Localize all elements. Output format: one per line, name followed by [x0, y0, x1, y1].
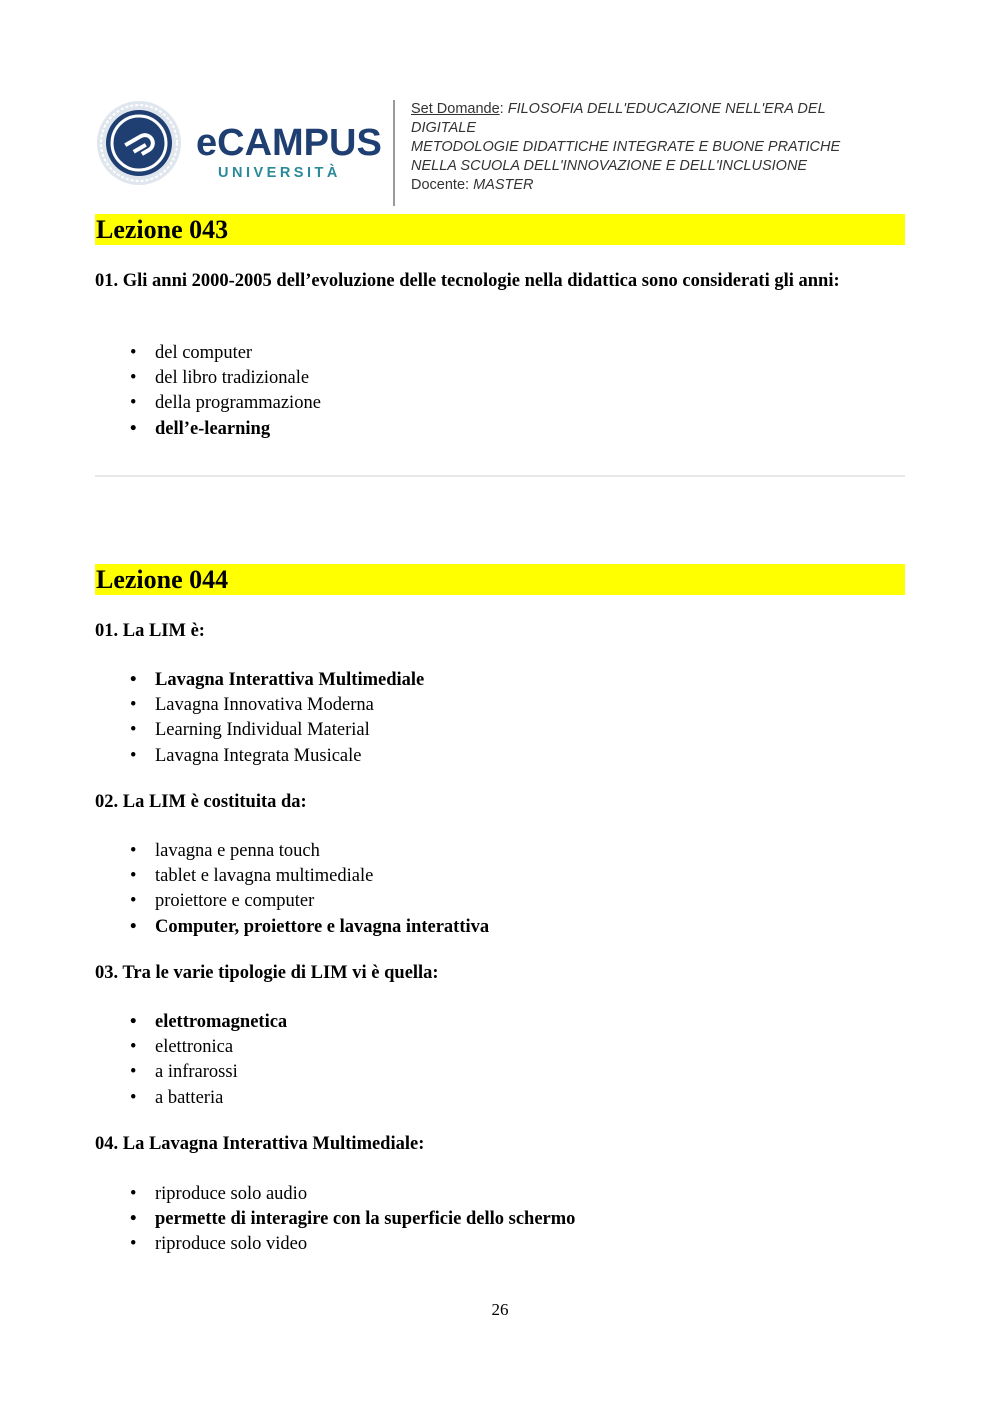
docente-line: Docente: MASTER — [411, 177, 534, 193]
logo-seal-inner-icon — [106, 110, 172, 176]
answer-item: • elettronica — [130, 1035, 287, 1060]
answer-item: • riproduce solo audio — [130, 1182, 575, 1207]
subtitle-2: NELLA SCUOLA DELL'INNOVAZIONE E DELL'INCLUSIONE — [411, 158, 808, 174]
subtitle-1: METODOLOGIE DIDATTICHE INTEGRATE E BUONE PRATICHE — [411, 139, 841, 155]
answer-item-correct: • Lavagna Interattiva Multimediale — [130, 668, 424, 693]
question-text: 03. Tra le varie tipologie di LIM vi è quella: — [95, 963, 439, 983]
set-title-1: FILOSOFIA DELL'EDUCAZIONE NELL'ERA DEL — [507, 101, 826, 117]
lesson-title: Lezione 044 — [96, 565, 229, 594]
set-title-2: DIGITALE — [411, 120, 476, 136]
answer-item: • Learning Individual Material — [130, 718, 424, 743]
answer-item: • della programmazione — [130, 391, 321, 416]
lesson-title: Lezione 043 — [96, 215, 229, 244]
answer-list — [130, 668, 424, 769]
answer-item: • Lavagna Innovativa Moderna — [130, 693, 424, 718]
answer-item-correct: • elettromagnetica — [130, 1010, 287, 1035]
answer-list — [130, 1010, 287, 1111]
ecampus-logo — [96, 100, 386, 186]
header-divider — [393, 100, 395, 206]
answer-item-correct: • dell’e-learning — [130, 417, 321, 442]
header-info — [411, 100, 911, 195]
answer-item: • a infrarossi — [130, 1060, 287, 1085]
question-text: 01. Gli anni 2000-2005 dell’evoluzione delle tecnologie nella didattica sono considerati gli anni: — [95, 271, 840, 291]
answer-item: • proiettore e computer — [130, 889, 489, 914]
answer-item-correct: • permette di interagire con la superficie dello schermo — [130, 1207, 575, 1232]
answer-item-correct: • Computer, proiettore e lavagna interattiva — [130, 915, 489, 940]
answer-item: • tablet e lavagna multimediale — [130, 864, 489, 889]
brand-sub: UNIVERSITÀ — [218, 165, 341, 181]
docente-name: MASTER — [473, 177, 534, 193]
answer-item: • del computer — [130, 341, 321, 366]
lesson-header — [95, 564, 905, 595]
answer-item: • a batteria — [130, 1086, 287, 1111]
question-text: 02. La LIM è costituita da: — [95, 792, 307, 812]
set-line: Set Domande: FILOSOFIA DELL'EDUCAZIONE NELL'ERA DEL — [411, 101, 826, 117]
set-label: Set Domande — [411, 101, 500, 117]
docente-label: Docente — [411, 177, 466, 193]
question-text: 01. La LIM è: — [95, 621, 205, 641]
page-number: 26 — [491, 1300, 509, 1319]
brand-main: eCAMPUS — [196, 122, 382, 164]
answer-item: • del libro tradizionale — [130, 366, 321, 391]
answer-item: • lavagna e penna touch — [130, 839, 489, 864]
section-separator — [95, 475, 905, 477]
answer-item: • riproduce solo video — [130, 1232, 575, 1257]
answer-list — [130, 341, 321, 442]
answer-list — [130, 839, 489, 940]
answer-item: • Lavagna Integrata Musicale — [130, 744, 424, 769]
page-header — [0, 0, 1000, 215]
lesson-header — [95, 214, 905, 245]
question-text: 04. La Lavagna Interattiva Multimediale: — [95, 1134, 425, 1154]
answer-list — [130, 1182, 575, 1258]
